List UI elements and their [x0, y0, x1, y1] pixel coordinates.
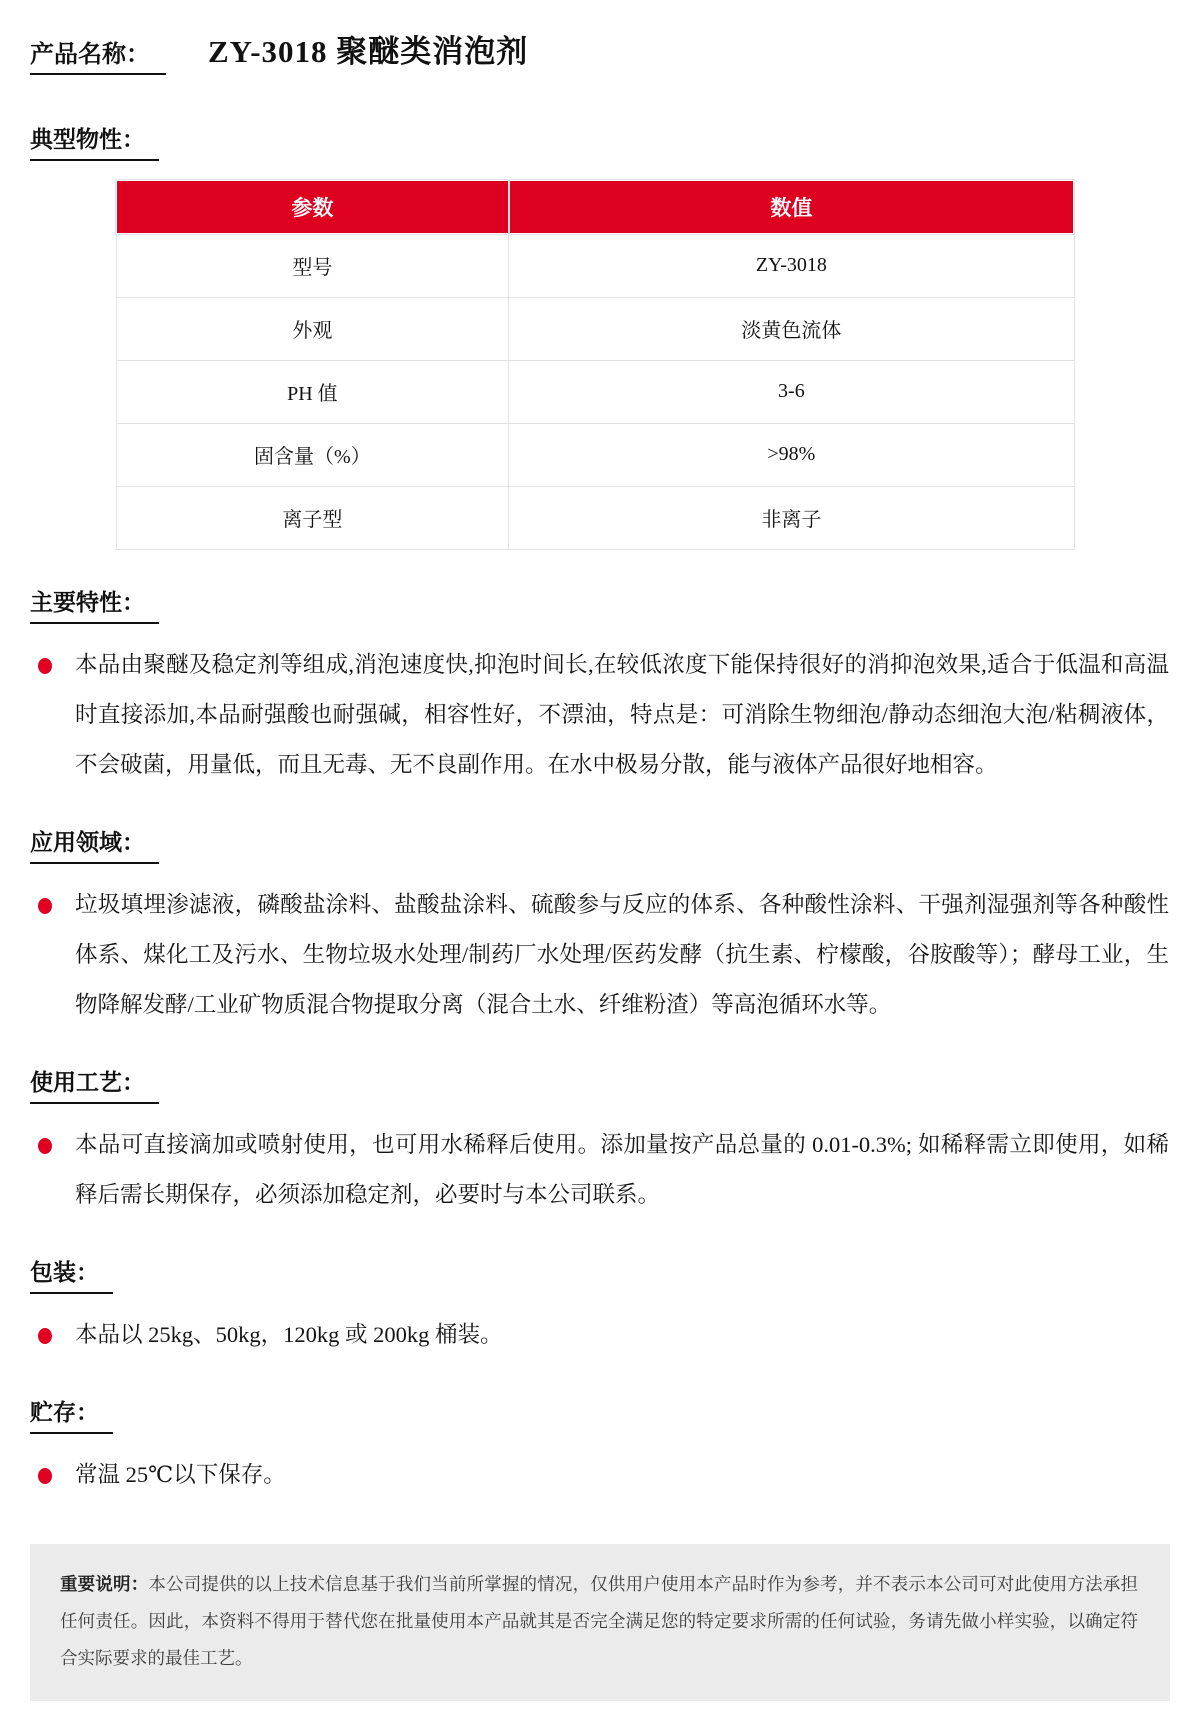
section-typical-properties: [30, 121, 1170, 550]
storage-text: 常温 25℃以下保存。: [75, 1461, 286, 1487]
spec-param-solid-content: 固含量（%）: [116, 423, 509, 486]
bullet-icon: [38, 898, 52, 914]
section-usage-process: [30, 1064, 1170, 1220]
list-item: [38, 1310, 1170, 1360]
spec-param-model: 型号: [116, 234, 509, 297]
table-row: [116, 360, 1074, 423]
important-note-box: [30, 1544, 1170, 1701]
product-name-label: 产品名称：: [30, 34, 166, 75]
spec-header-param: 参数: [116, 180, 509, 234]
bullet-icon: [38, 1468, 52, 1484]
usage-process-heading: 使用工艺：: [30, 1064, 159, 1104]
table-row: [116, 486, 1074, 549]
spec-value-solid-content: >98%: [509, 423, 1074, 486]
important-note-label: 重要说明：: [60, 1573, 149, 1594]
title-row: [30, 26, 1170, 75]
main-features-text: 本品由聚醚及稳定剂等组成,消泡速度快,抑泡时间长,在较低浓度下能保持很好的消抑泡效果,适合于低温和高温时直接添加,本品耐强酸也耐强碱，相容性好，不漂油，特点是：可消除生物细泡/静动态细泡大泡/粘稠液体，不会破菌，用量低，而且无毒、无不良副作用。在水中极易分散，能与液体产品很好地相容。: [75, 651, 1169, 777]
spec-param-ionicity: 离子型: [116, 486, 509, 549]
spec-value-appearance: 淡黄色流体: [509, 297, 1074, 360]
list-item: [38, 1450, 1170, 1500]
spec-table: [115, 179, 1075, 550]
packaging-heading: 包装：: [30, 1254, 113, 1294]
spec-param-ph: PH 值: [116, 360, 509, 423]
section-main-features: [30, 584, 1170, 790]
spec-table-header-row: [116, 180, 1074, 234]
list-item: [38, 880, 1170, 1030]
spec-value-model: ZY-3018: [509, 234, 1074, 297]
storage-heading: 贮存：: [30, 1394, 113, 1434]
section-storage: [30, 1394, 1170, 1500]
application-areas-text: 垃圾填埋渗滤液，磷酸盐涂料、盐酸盐涂料、硫酸参与反应的体系、各种酸性涂料、干强剂湿强剂等各种酸性体系、煤化工及污水、生物垃圾水处理/制药厂水处理/医药发酵（抗生素、柠檬酸，谷胺酸等）；酵母工业，生物降解发酵/工业矿物质混合物提取分离（混合土水、纤维粉渣）等高泡循环水等。: [75, 891, 1169, 1017]
bullet-icon: [38, 1138, 52, 1154]
list-item: [38, 1120, 1170, 1220]
packaging-text: 本品以 25kg、50kg，120kg 或 200kg 桶装。: [75, 1321, 503, 1347]
main-features-heading: 主要特性：: [30, 584, 159, 624]
bullet-icon: [38, 658, 52, 674]
typical-properties-heading: 典型物性：: [30, 121, 159, 161]
table-row: [116, 234, 1074, 297]
list-item: [38, 640, 1170, 790]
spec-value-ph: 3-6: [509, 360, 1074, 423]
table-row: [116, 297, 1074, 360]
usage-process-text: 本品可直接滴加或喷射使用，也可用水稀释后使用。添加量按产品总量的 0.01-0.3%; 如稀释需立即使用，如稀释后需长期保存，必须添加稳定剂，必要时与本公司联系。: [75, 1131, 1169, 1207]
important-note-text: 本公司提供的以上技术信息基于我们当前所掌握的情况，仅供用户使用本产品时作为参考，并不表示本公司可对此使用方法承担任何责任。因此，本资料不得用于替代您在批量使用本产品就其是否完全满足您的特定要求所需的任何试验，务请先做小样实验，以确定符合实际要求的最佳工艺。: [60, 1573, 1138, 1668]
product-title: ZY-3018 聚醚类消泡剂: [208, 34, 529, 69]
application-areas-heading: 应用领域：: [30, 824, 159, 864]
table-row: [116, 423, 1074, 486]
spec-table-wrap: [115, 179, 1170, 550]
spec-param-appearance: 外观: [116, 297, 509, 360]
bullet-icon: [38, 1328, 52, 1344]
spec-header-value: 数值: [509, 180, 1074, 234]
spec-value-ionicity: 非离子: [509, 486, 1074, 549]
section-packaging: [30, 1254, 1170, 1360]
section-application-areas: [30, 824, 1170, 1030]
